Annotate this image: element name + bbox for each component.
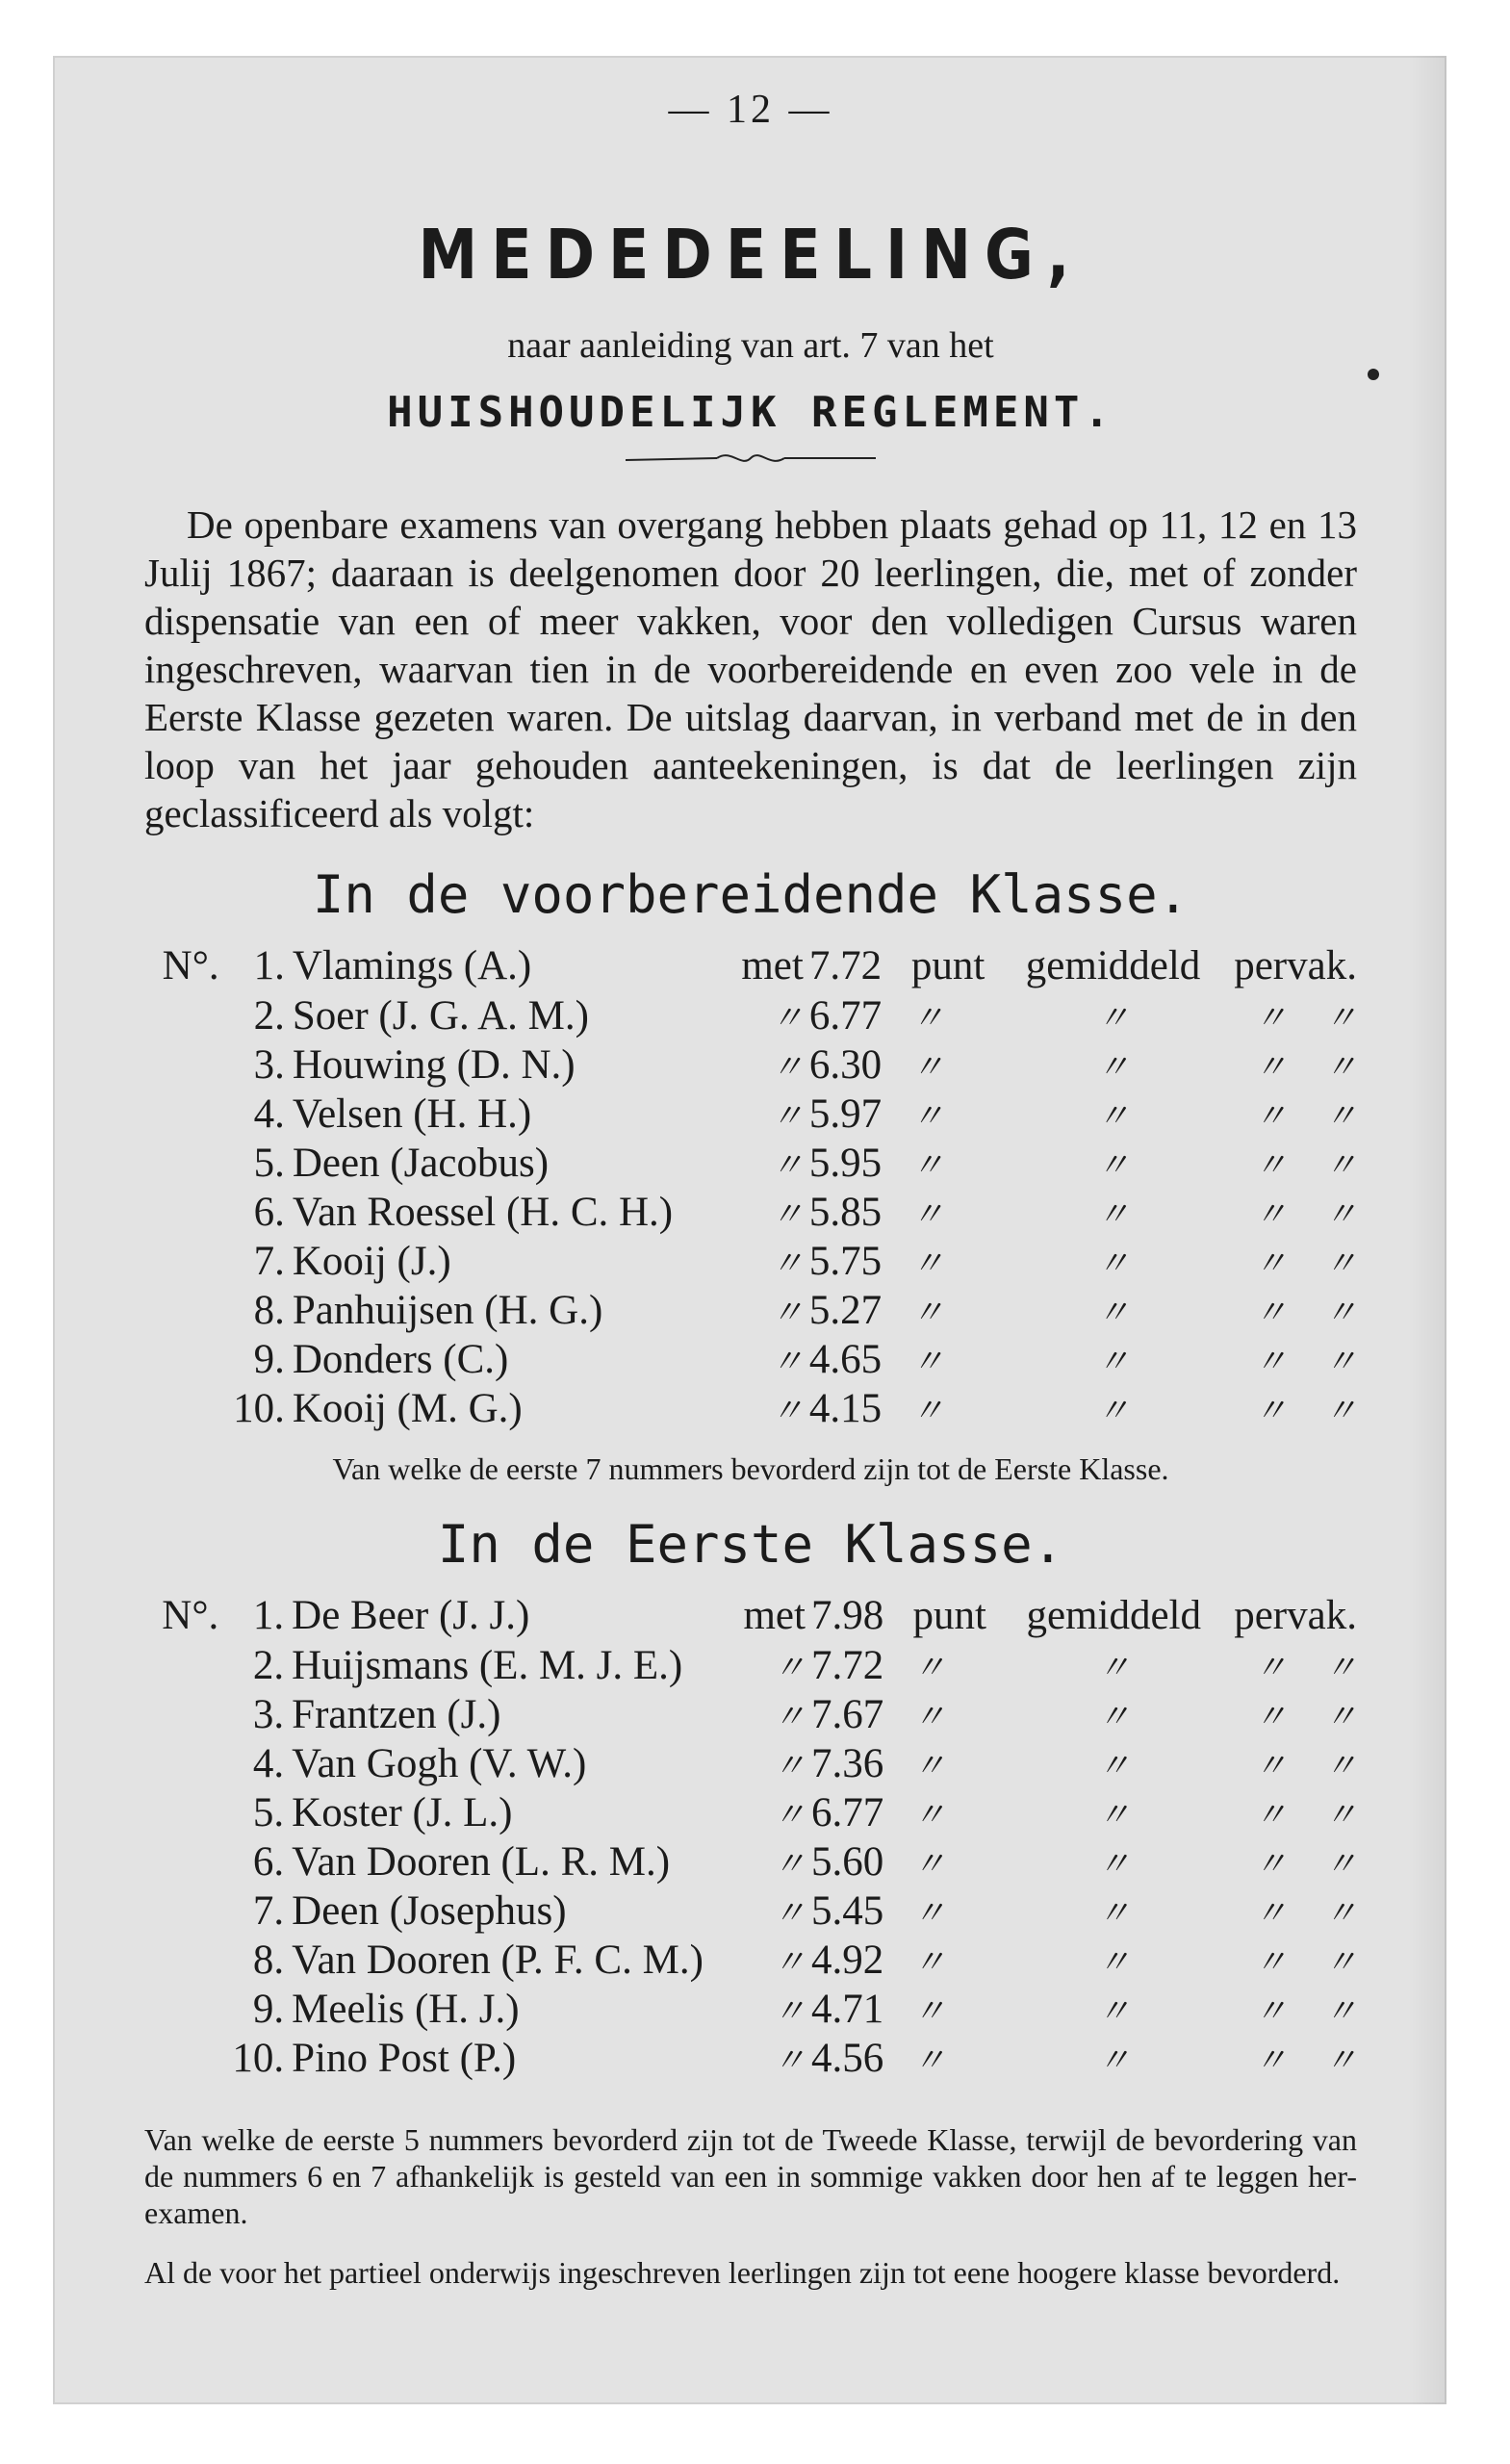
per-word: 〃: [1254, 1847, 1288, 1883]
vak-word: 〃: [1324, 1296, 1357, 1331]
student-name: Deen (Jacobus): [292, 1141, 550, 1186]
score-value: 4.71: [810, 1987, 884, 2032]
met-word: 〃: [772, 1945, 806, 1981]
per-word: 〃: [1254, 2043, 1288, 2079]
vak-word: 〃: [1324, 1345, 1357, 1380]
punt-word: punt: [912, 1593, 986, 1638]
section-note-eerste: Van welke de eerste 5 nummers bevorderd zijn tot de Tweede Klasse, terwijl de bevordering van de nummers 6 en 7 afhankelijk is gesteld van een in sommige vakken door hen af te leggen her-examen.: [144, 2122, 1357, 2230]
student-name: Kooij (M. G.): [292, 1386, 523, 1431]
met-word: 〃: [770, 1345, 804, 1380]
student-name: Pino Post (P.): [292, 2036, 517, 2081]
vak-word: 〃: [1324, 1001, 1357, 1037]
table-row: [144, 1641, 1357, 1690]
score-value: 5.45: [810, 1888, 884, 1934]
row-index: 3.: [253, 1042, 285, 1088]
table-row: [144, 1286, 1357, 1335]
met-word: 〃: [772, 1847, 806, 1883]
vak-word: 〃: [1324, 1896, 1357, 1932]
student-name: Koster (J. L.): [292, 1790, 513, 1835]
punt-word: 〃: [910, 1197, 944, 1233]
reglement-heading: HUISHOUDELIJK REGLEMENT.: [387, 388, 1114, 437]
student-name: Soer (J. G. A. M.): [292, 993, 589, 1039]
punt-word: 〃: [910, 1001, 944, 1037]
table-row: [144, 1788, 1357, 1837]
row-number-label: [144, 1985, 218, 2034]
gemiddeld-word: 〃: [1097, 2043, 1131, 2079]
row-number-label: [144, 1837, 218, 1886]
met-word: 〃: [770, 1296, 804, 1331]
table-row: [144, 1335, 1357, 1384]
met-word: 〃: [770, 1246, 804, 1282]
ink-speck: [1368, 369, 1379, 380]
vak-word: 〃: [1324, 1148, 1357, 1184]
punt-word: 〃: [910, 1099, 944, 1135]
closing-note: Al de voor het partieel onderwijs ingeschreven leerlingen zijn tot eene hoogere klasse bevorderd.: [144, 2255, 1341, 2290]
ornament-divider: [626, 447, 876, 472]
row-index: 8.: [253, 1288, 285, 1333]
row-index: 8.: [252, 1938, 285, 1983]
met-word: 〃: [772, 1896, 806, 1932]
per-word: 〃: [1254, 1700, 1288, 1735]
score-value: 5.27: [808, 1288, 883, 1333]
per-word: per: [1234, 943, 1288, 988]
section-heading-eerste: In de Eerste Klasse.: [437, 1514, 1064, 1575]
score-value: 6.77: [810, 1790, 884, 1835]
vak-word: vak.: [1287, 1593, 1357, 1638]
gemiddeld-word: 〃: [1097, 1749, 1131, 1784]
punt-word: 〃: [910, 1246, 944, 1282]
met-word: 〃: [770, 1001, 804, 1037]
gemiddeld-word: gemiddeld: [1026, 1593, 1201, 1638]
met-word: 〃: [772, 1798, 806, 1834]
document-subtitle: naar aanleiding van art. 7 van het: [507, 325, 994, 366]
table-row: [144, 1090, 1357, 1139]
gemiddeld-word: 〃: [1096, 1394, 1130, 1429]
row-index: 3.: [252, 1692, 285, 1737]
row-index: 4.: [252, 1741, 285, 1786]
row-number-label: [144, 1739, 218, 1788]
table-row: [144, 1886, 1357, 1936]
row-index: 4.: [253, 1091, 285, 1137]
vak-word: 〃: [1324, 1050, 1357, 1086]
score-value: 5.95: [808, 1141, 883, 1186]
row-number-label: N°.: [162, 943, 219, 988]
per-word: 〃: [1254, 1798, 1288, 1834]
row-number-label: [144, 1886, 218, 1936]
ranking-table-voorbereidende: [144, 942, 1357, 1433]
vak-word: 〃: [1324, 1651, 1357, 1686]
student-name: Van Dooren (L. R. M.): [292, 1839, 671, 1885]
row-index: 9.: [253, 1337, 285, 1382]
gemiddeld-word: 〃: [1096, 1197, 1130, 1233]
section-heading-voorbereidende: In de voorbereidende Klasse.: [312, 864, 1190, 925]
vak-word: 〃: [1324, 1945, 1357, 1981]
score-value: 7.67: [810, 1692, 884, 1737]
punt-word: 〃: [912, 2043, 946, 2079]
per-word: 〃: [1254, 1099, 1288, 1135]
row-number-label: [144, 1788, 218, 1837]
per-word: 〃: [1254, 1994, 1288, 2030]
vak-word: 〃: [1324, 1700, 1357, 1735]
row-index: 6.: [252, 1839, 285, 1885]
punt-word: 〃: [910, 1050, 944, 1086]
student-name: De Beer (J. J.): [292, 1593, 530, 1638]
vak-word: 〃: [1324, 1246, 1357, 1282]
table-row: [144, 1188, 1357, 1237]
punt-word: 〃: [910, 1394, 944, 1429]
per-word: 〃: [1254, 1896, 1288, 1932]
row-number-label: [144, 1139, 219, 1188]
score-value: 7.36: [810, 1741, 884, 1786]
row-number-label: [144, 991, 219, 1040]
per-word: 〃: [1254, 1001, 1288, 1037]
score-value: 7.72: [810, 1643, 884, 1688]
student-name: Deen (Josephus): [292, 1888, 567, 1934]
row-number-label: [144, 1040, 219, 1090]
table-row: [144, 1040, 1357, 1090]
punt-word: 〃: [912, 1651, 946, 1686]
vak-word: 〃: [1324, 1847, 1357, 1883]
score-value: 5.85: [808, 1190, 883, 1235]
gemiddeld-word: 〃: [1097, 1700, 1131, 1735]
punt-word: 〃: [912, 1945, 946, 1981]
student-name: Donders (C.): [292, 1337, 509, 1382]
gemiddeld-word: 〃: [1096, 1246, 1130, 1282]
student-name: Van Gogh (V. W.): [292, 1741, 587, 1786]
row-index: 2.: [253, 993, 285, 1039]
vak-word: 〃: [1324, 1197, 1357, 1233]
table-row: [144, 1837, 1357, 1886]
student-name: Frantzen (J.): [292, 1692, 501, 1737]
met-word: 〃: [772, 1994, 806, 2030]
score-value: 6.30: [808, 1042, 883, 1088]
per-word: 〃: [1254, 1651, 1288, 1686]
row-number-label: [144, 1641, 218, 1690]
punt-word: 〃: [912, 1847, 946, 1883]
punt-word: 〃: [912, 1749, 946, 1784]
page-edge-shadow: [1408, 56, 1446, 2404]
student-name: Houwing (D. N.): [292, 1042, 576, 1088]
per-word: 〃: [1254, 1296, 1288, 1331]
student-name: Van Dooren (P. F. C. M.): [292, 1938, 704, 1983]
row-number-label: [144, 1384, 219, 1433]
student-name: Velsen (H. H.): [292, 1091, 532, 1137]
table-row: [144, 1237, 1357, 1286]
punt-word: 〃: [910, 1345, 944, 1380]
row-index: 7.: [253, 1239, 285, 1284]
gemiddeld-word: 〃: [1096, 1148, 1130, 1184]
row-number-label: [144, 1936, 218, 1985]
table-row: [144, 1739, 1357, 1788]
met-word: 〃: [772, 2043, 806, 2079]
document-page: [144, 77, 1357, 2291]
gemiddeld-word: 〃: [1097, 1945, 1131, 1981]
score-value: 4.92: [810, 1938, 884, 1983]
gemiddeld-word: 〃: [1097, 1798, 1131, 1834]
row-index: 5.: [252, 1790, 285, 1835]
met-word: 〃: [772, 1651, 806, 1686]
row-number-label: [144, 1690, 218, 1739]
row-index: 6.: [253, 1190, 285, 1235]
row-number-label: [144, 1090, 219, 1139]
per-word: 〃: [1254, 1394, 1288, 1429]
student-name: Huijsmans (E. M. J. E.): [292, 1643, 683, 1688]
met-word: 〃: [770, 1148, 804, 1184]
vak-word: 〃: [1324, 2043, 1357, 2079]
met-word: 〃: [772, 1749, 806, 1784]
per-word: per: [1234, 1593, 1288, 1638]
row-index: 10.: [232, 2036, 285, 2081]
gemiddeld-word: 〃: [1096, 1296, 1130, 1331]
score-value: 5.60: [810, 1839, 884, 1885]
gemiddeld-word: 〃: [1097, 1847, 1131, 1883]
met-word: met: [741, 943, 804, 988]
row-index: 10.: [233, 1386, 285, 1431]
student-name: Van Roessel (H. C. H.): [292, 1190, 674, 1235]
row-index: 1.: [252, 1593, 285, 1638]
ranking-table-eerste: [144, 1592, 1357, 2083]
met-word: 〃: [770, 1050, 804, 1086]
student-name: Vlamings (A.): [292, 943, 532, 988]
row-number-label: [144, 2034, 218, 2083]
row-index: 5.: [253, 1141, 285, 1186]
table-row: [144, 942, 1357, 991]
per-word: 〃: [1254, 1345, 1288, 1380]
table-row: [144, 2034, 1357, 2083]
table-row: [144, 991, 1357, 1040]
gemiddeld-word: 〃: [1096, 1001, 1130, 1037]
table-row: [144, 1690, 1357, 1739]
vak-word: 〃: [1324, 1994, 1357, 2030]
row-number-label: [144, 1188, 219, 1237]
gemiddeld-word: 〃: [1097, 1994, 1131, 2030]
per-word: 〃: [1254, 1197, 1288, 1233]
page-number: — 12 —: [668, 88, 833, 132]
gemiddeld-word: 〃: [1097, 1896, 1131, 1932]
per-word: 〃: [1254, 1148, 1288, 1184]
met-word: 〃: [770, 1099, 804, 1135]
table-row: [144, 1384, 1357, 1433]
per-word: 〃: [1254, 1945, 1288, 1981]
row-number-label: N°.: [162, 1593, 219, 1638]
punt-word: 〃: [912, 1798, 946, 1834]
punt-word: 〃: [912, 1994, 946, 2030]
row-number-label: [144, 1335, 219, 1384]
per-word: 〃: [1254, 1050, 1288, 1086]
punt-word: punt: [910, 943, 985, 988]
row-number-label: [144, 1237, 219, 1286]
gemiddeld-word: 〃: [1096, 1099, 1130, 1135]
punt-word: 〃: [910, 1148, 944, 1184]
student-name: Kooij (J.): [292, 1239, 451, 1284]
score-value: 7.98: [810, 1593, 884, 1638]
met-word: met: [743, 1593, 806, 1638]
gemiddeld-word: 〃: [1096, 1345, 1130, 1380]
table-row: [144, 1936, 1357, 1985]
intro-paragraph: De openbare examens van overgang hebben plaats gehad op 11, 12 en 13 Julij 1867; daaraan is deelgenomen door 20 leerlingen, die, met of zonder dispensatie van een of meer vakken, voor den volledigen Cursus waren ingeschreven, waarvan tien in de voorbereidende en even zoo vele in de Eerste Klasse gezeten waren. De uitslag daarvan, in verband met de in den loop van het jaar gehouden aanteekeningen, is dat de leerlingen zijn geclassificeerd als volgt:: [144, 502, 1357, 835]
punt-word: 〃: [912, 1700, 946, 1735]
vak-word: 〃: [1324, 1749, 1357, 1784]
vak-word: vak.: [1287, 943, 1357, 988]
vak-word: 〃: [1324, 1099, 1357, 1135]
punt-word: 〃: [910, 1296, 944, 1331]
met-word: 〃: [770, 1394, 804, 1429]
punt-word: 〃: [912, 1896, 946, 1932]
vak-word: 〃: [1324, 1798, 1357, 1834]
row-index: 7.: [252, 1888, 285, 1934]
table-row: [144, 1985, 1357, 2034]
gemiddeld-word: gemiddeld: [1025, 943, 1201, 988]
document-title: MEDEDEELING,: [418, 214, 1084, 295]
row-number-label: [144, 1286, 219, 1335]
gemiddeld-word: 〃: [1097, 1651, 1131, 1686]
student-name: Meelis (H. J.): [292, 1987, 520, 2032]
table-row: [144, 1139, 1357, 1188]
score-value: 4.65: [808, 1337, 883, 1382]
met-word: 〃: [770, 1197, 804, 1233]
per-word: 〃: [1254, 1246, 1288, 1282]
score-value: 4.56: [810, 2036, 884, 2081]
met-word: 〃: [772, 1700, 806, 1735]
score-value: 4.15: [808, 1386, 883, 1431]
row-index: 2.: [252, 1643, 285, 1688]
row-index: 9.: [252, 1987, 285, 2032]
table-row: [144, 1592, 1357, 1641]
gemiddeld-word: 〃: [1096, 1050, 1130, 1086]
score-value: 5.75: [808, 1239, 883, 1284]
vak-word: 〃: [1324, 1394, 1357, 1429]
score-value: 5.97: [808, 1091, 883, 1137]
score-value: 7.72: [808, 943, 883, 988]
section-note-voorbereidende: Van welke de eerste 7 nummers bevorderd zijn tot de Eerste Klasse.: [332, 1451, 1169, 1486]
score-value: 6.77: [808, 993, 883, 1039]
per-word: 〃: [1254, 1749, 1288, 1784]
student-name: Panhuijsen (H. G.): [292, 1288, 603, 1333]
row-index: 1.: [253, 943, 285, 988]
